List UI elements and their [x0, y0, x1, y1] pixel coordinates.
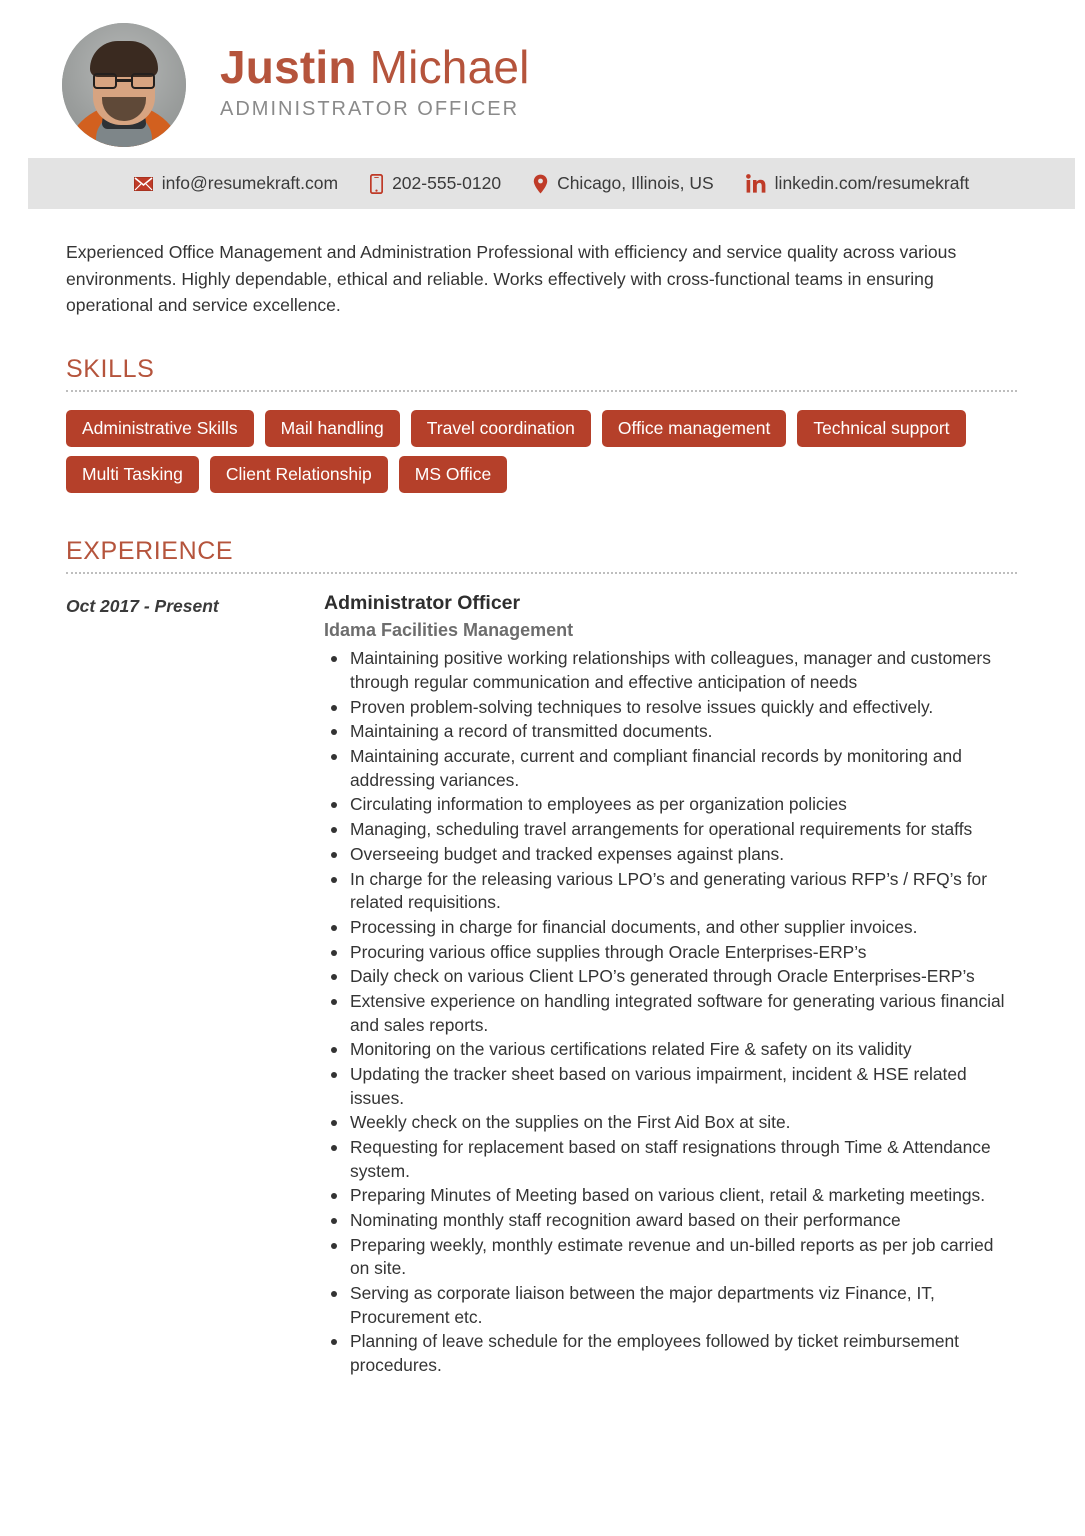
experience-bullet: Procuring various office supplies through Oracle Enterprises-ERP’s — [350, 941, 1017, 965]
experience-divider — [66, 572, 1017, 574]
full-name — [220, 41, 530, 94]
skill-tag[interactable]: Technical support — [797, 410, 965, 447]
email-icon — [134, 177, 153, 191]
experience-bullet: Proven problem-solving techniques to resolve issues quickly and effectively. — [350, 696, 1017, 720]
skill-tag[interactable]: Administrative Skills — [66, 410, 254, 447]
avatar-hair — [90, 41, 158, 77]
glasses-icon — [93, 73, 155, 89]
name-block — [220, 43, 530, 126]
skill-tag[interactable]: Office management — [602, 410, 786, 447]
contact-linkedin[interactable] — [746, 173, 970, 194]
experience-bullet: Preparing Minutes of Meeting based on various client, retail & marketing meetings. — [350, 1184, 1017, 1208]
experience-bullet: Requesting for replacement based on staff resignations through Time & Attendance system. — [350, 1136, 1017, 1183]
contact-phone[interactable] — [370, 173, 501, 194]
resume-content — [0, 209, 1085, 1379]
header-job-title: ADMINISTRATOR OFFICER — [220, 97, 520, 120]
experience-bullet: Monitoring on the various certifications related Fire & safety on its validity — [350, 1038, 1017, 1062]
experience-bullet: Overseeing budget and tracked expenses against plans. — [350, 843, 1017, 867]
skills-divider — [66, 390, 1017, 392]
experience-bullet: Serving as corporate liaison between the major departments viz Finance, IT, Procurement etc. — [350, 1282, 1017, 1329]
skill-tag[interactable]: Multi Tasking — [66, 456, 199, 493]
experience-bullets — [324, 647, 1017, 1377]
experience-section-title: EXPERIENCE — [66, 537, 234, 566]
experience-bullet: In charge for the releasing various LPO’s and generating various RFP’s / RFQ’s for related requisitions. — [350, 868, 1017, 915]
linkedin-icon — [746, 174, 766, 194]
experience-bullet: Nominating monthly staff recognition award based on their performance — [350, 1209, 1017, 1233]
experience-bullet: Processing in charge for financial documents, and other supplier invoices. — [350, 916, 1017, 940]
contact-email-text: info@resumekraft.com — [161, 173, 339, 193]
experience-bullet: Planning of leave schedule for the employees followed by ticket reimbursement procedures. — [350, 1330, 1017, 1377]
professional-summary: Experienced Office Management and Administration Professional with efficiency and service quality across various environments. Highly dependable, ethical and reliable. Works effectively with cross-functional teams in ensuring operational and service excellence. — [66, 242, 957, 316]
skill-tag[interactable]: Mail handling — [265, 410, 400, 447]
skill-tag[interactable]: Client Relationship — [210, 456, 388, 493]
experience-entry — [66, 592, 1017, 1378]
skill-tag[interactable]: MS Office — [399, 456, 508, 493]
first-name: Justin — [220, 41, 357, 94]
skill-tag[interactable]: Travel coordination — [411, 410, 591, 447]
experience-bullet: Maintaining accurate, current and compliant financial records by monitoring and addressing variances. — [350, 745, 1017, 792]
contact-location-text: Chicago, Illinois, US — [557, 173, 714, 193]
experience-bullet: Managing, scheduling travel arrangements for operational requirements for staffs — [350, 818, 1017, 842]
experience-bullet: Circulating information to employees as per organization policies — [350, 793, 1017, 817]
experience-bullet: Preparing weekly, monthly estimate revenue and un-billed reports as per job carried on site. — [350, 1234, 1017, 1281]
experience-bullet: Updating the tracker sheet based on various impairment, incident & HSE related issues. — [350, 1063, 1017, 1110]
contact-phone-text: 202-555-0120 — [392, 173, 502, 193]
contact-bar — [28, 158, 1075, 209]
experience-bullet: Daily check on various Client LPO’s generated through Oracle Enterprises-ERP’s — [350, 965, 1017, 989]
location-icon — [533, 174, 548, 194]
contact-location[interactable] — [533, 173, 714, 194]
experience-bullet: Maintaining positive working relationships with colleagues, manager and customers through regular communication and effective anticipation of needs — [350, 647, 1017, 694]
experience-bullet: Extensive experience on handling integrated software for generating various financial and sales reports. — [350, 990, 1017, 1037]
phone-icon — [370, 174, 383, 194]
experience-role: Administrator Officer — [324, 592, 521, 615]
skills-list — [66, 410, 1017, 493]
contact-linkedin-text: linkedin.com/resumekraft — [774, 173, 970, 193]
last-name: Michael — [369, 41, 530, 94]
skills-section-title: SKILLS — [66, 355, 155, 384]
avatar — [62, 23, 186, 147]
resume-header — [0, 0, 1085, 140]
experience-bullet: Maintaining a record of transmitted documents. — [350, 720, 1017, 744]
contact-email[interactable] — [134, 173, 338, 194]
experience-details — [324, 592, 1017, 1378]
experience-bullet: Weekly check on the supplies on the First Aid Box at site. — [350, 1111, 1017, 1135]
experience-company: Idama Facilities Management — [324, 620, 574, 641]
experience-date: Oct 2017 - Present — [66, 596, 219, 617]
